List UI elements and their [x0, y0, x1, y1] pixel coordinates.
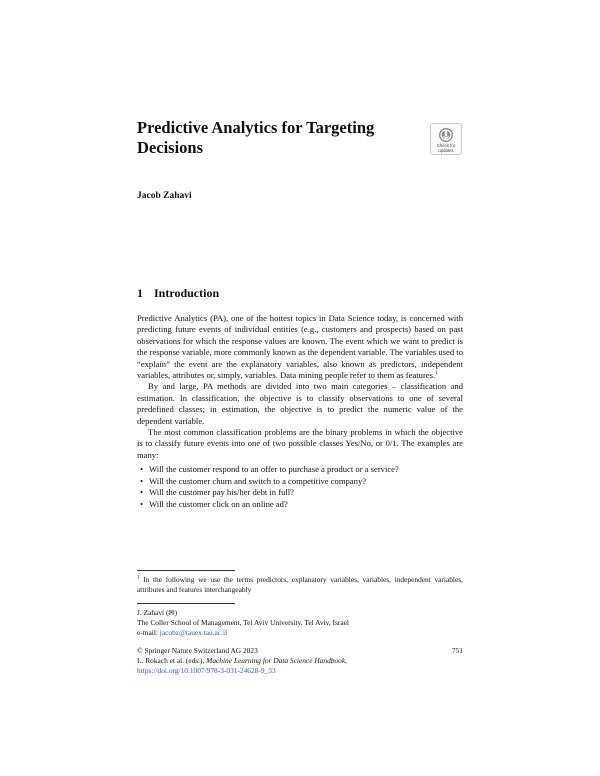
list-item: • Will the customer click on an online ad?: [137, 499, 463, 510]
section-title: Introduction: [154, 286, 220, 300]
footnote-divider: [137, 570, 235, 571]
paragraph-2: By and large, PA methods are divided into two main categories – classification and estimation. In classification, the objective is to classify observations to one of several predefined classes; in estimation, the objective is to predict the numeric value of the dependent variable.: [137, 381, 463, 426]
examples-list: [137, 464, 463, 510]
check-for-updates-badge[interactable]: [430, 123, 462, 155]
affiliation-divider: [137, 603, 235, 604]
check-for-updates-label: Check for updates: [436, 143, 456, 153]
list-item: • Will the customer pay his/her debt in full?: [137, 487, 463, 498]
footnote: [137, 575, 463, 595]
paragraph-1: Predictive Analytics (PA), one of the hottest topics in Data Science today, is concerned with predicting future events of individual entities (e.g., customers and prospects) based on past observations for which the response values are known. The event which we want to predict is the response variable, more commonly known as the dependent variable. The variables used to “explain” the event are the explanatory variables, also known as predictors, independent variables, attributes or, simply, variables. Data mining people refer to them as features.$^1$: [137, 313, 463, 381]
chapter-title: Predictive Analytics for Targeting Decisions: [137, 118, 375, 157]
footnote-text: In the following we use the terms predictors, explanatory variables, variables, independent variables, attributes and features interchangeably: [137, 575, 463, 594]
affiliation: [137, 608, 463, 637]
doi-link[interactable]: https://doi.org/10.1007/978-3-031-24628-9_33: [137, 665, 276, 675]
body-text: [137, 313, 463, 510]
author-email-line: e-mail: jacobz@tauex.tau.ac.il: [137, 627, 228, 637]
publication-info: [137, 646, 463, 675]
email-link[interactable]: jacobz@tauex.tau.ac.il: [159, 627, 228, 637]
author-contact-name: J. Zahavi (✉): [137, 608, 178, 617]
check-for-updates-icon: [438, 127, 454, 143]
author-institution: The Coller School of Management, Tel Aviv University, Tel Aviv, Israel: [137, 617, 349, 627]
page-number: 751: [451, 646, 463, 655]
copyright-notice: © Springer Nature Switzerland AG 2023: [137, 646, 258, 655]
section-heading: [137, 286, 219, 301]
section-number: 1: [137, 286, 143, 300]
list-item: • Will the customer churn and switch to a competitive company?: [137, 476, 463, 487]
book-title: Machine Learning for Data Science Handbook: [206, 655, 346, 665]
citation: L. Rokach et al. (eds.), Machine Learning for Data Science Handbook,: [137, 655, 347, 665]
footnote-mark: 1: [137, 575, 140, 581]
footnote-reference[interactable]: 1: [435, 370, 438, 377]
author-name: Jacob Zahavi: [137, 191, 192, 201]
list-item: • Will the customer respond to an offer to purchase a product or a service?: [137, 464, 463, 475]
paragraph-3: The most common classification problems are the binary problems in which the objective is to classify future events into one of two possible classes Yes/No, or 0/1. The examples are many:: [137, 427, 463, 460]
